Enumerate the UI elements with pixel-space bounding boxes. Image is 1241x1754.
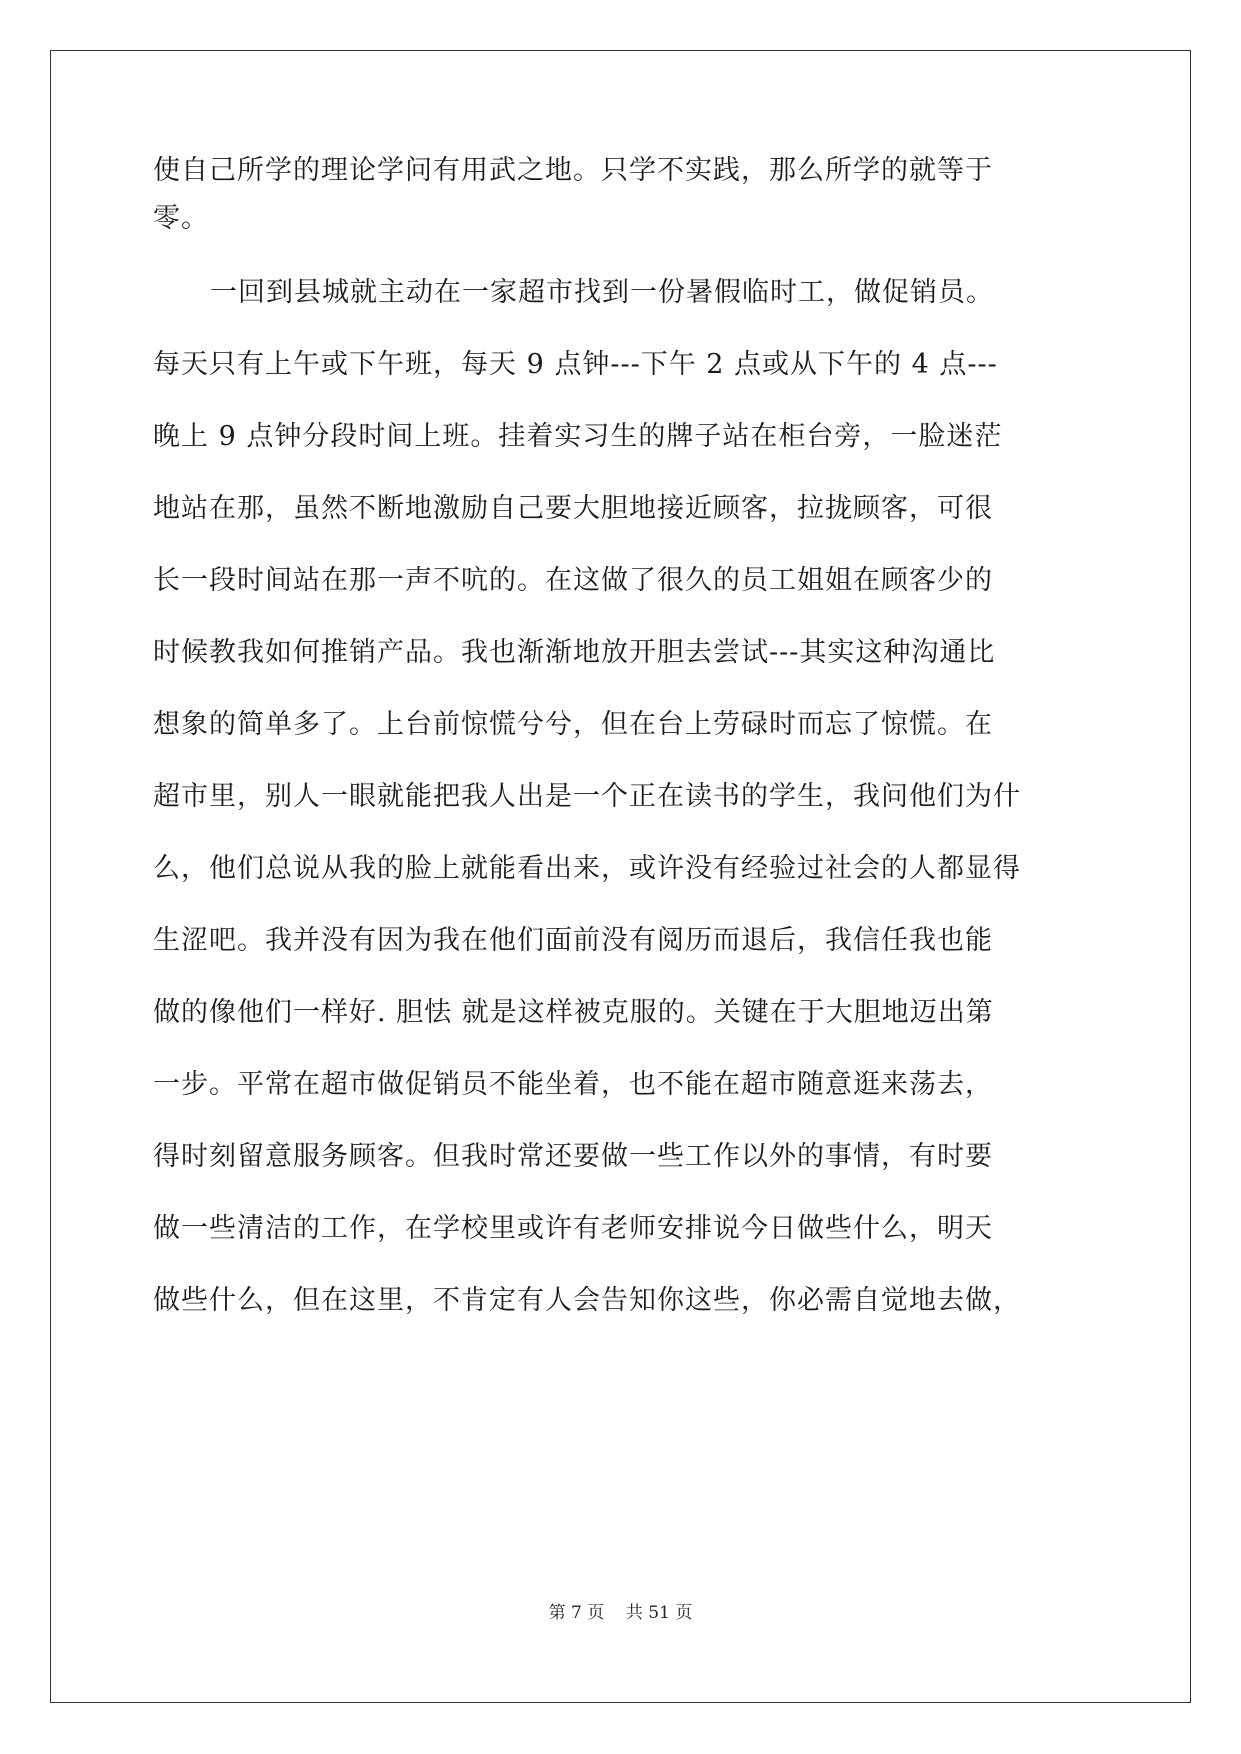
text-line: 晚上 9 点钟分段时间上班。挂着实习生的牌子站在柜台旁，一脸迷茫 [153,421,1003,452]
text-line: 一回到县城就主动在一家超市找到一份暑假临时工，做促销员。 [210,277,994,308]
text-line: 地站在那，虽然不断地激励自己要大胆地接近顾客，拉拢顾客，可很 [153,493,993,524]
page-number-footer: 第 7 页 共 51 页 [548,1603,693,1623]
text-line: 做的像他们一样好. 胆怯 就是这样被克服的。关键在于大胆地迈出第 [153,997,994,1028]
text-line: 时候教我如何推销产品。我也渐渐地放开胆去尝试---其实这种沟通比 [153,637,996,668]
text-line: 做些什么，但在这里，不肯定有人会告知你这些，你必需自觉地去做， [153,1285,1021,1316]
text-line: 零。 [153,203,209,234]
text-line: 长一段时间站在那一声不吭的。在这做了很久的员工姐姐在顾客少的 [153,565,993,596]
text-line: 使自己所学的理论学问有用武之地。只学不实践，那么所学的就等于 [153,155,993,186]
text-line: 想象的简单多了。上台前惊慌兮兮，但在台上劳碌时而忘了惊慌。在 [153,709,993,740]
text-line: 么，他们总说从我的脸上就能看出来，或许没有经验过社会的人都显得 [153,853,1021,884]
text-line: 做一些清洁的工作，在学校里或许有老师安排说今日做些什么，明天 [153,1213,993,1244]
text-line: 得时刻留意服务顾客。但我时常还要做一些工作以外的事情，有时要 [153,1141,993,1172]
text-line: 一步。平常在超市做促销员不能坐着，也不能在超市随意逛来荡去， [153,1069,993,1100]
text-line: 生涩吧。我并没有因为我在他们面前没有阅历而退后，我信任我也能 [153,925,993,956]
text-line: 超市里，别人一眼就能把我人出是一个正在读书的学生，我问他们为什 [153,781,1021,812]
text-line: 每天只有上午或下午班，每天 9 点钟---下午 2 点或从下午的 4 点--- [153,349,998,380]
